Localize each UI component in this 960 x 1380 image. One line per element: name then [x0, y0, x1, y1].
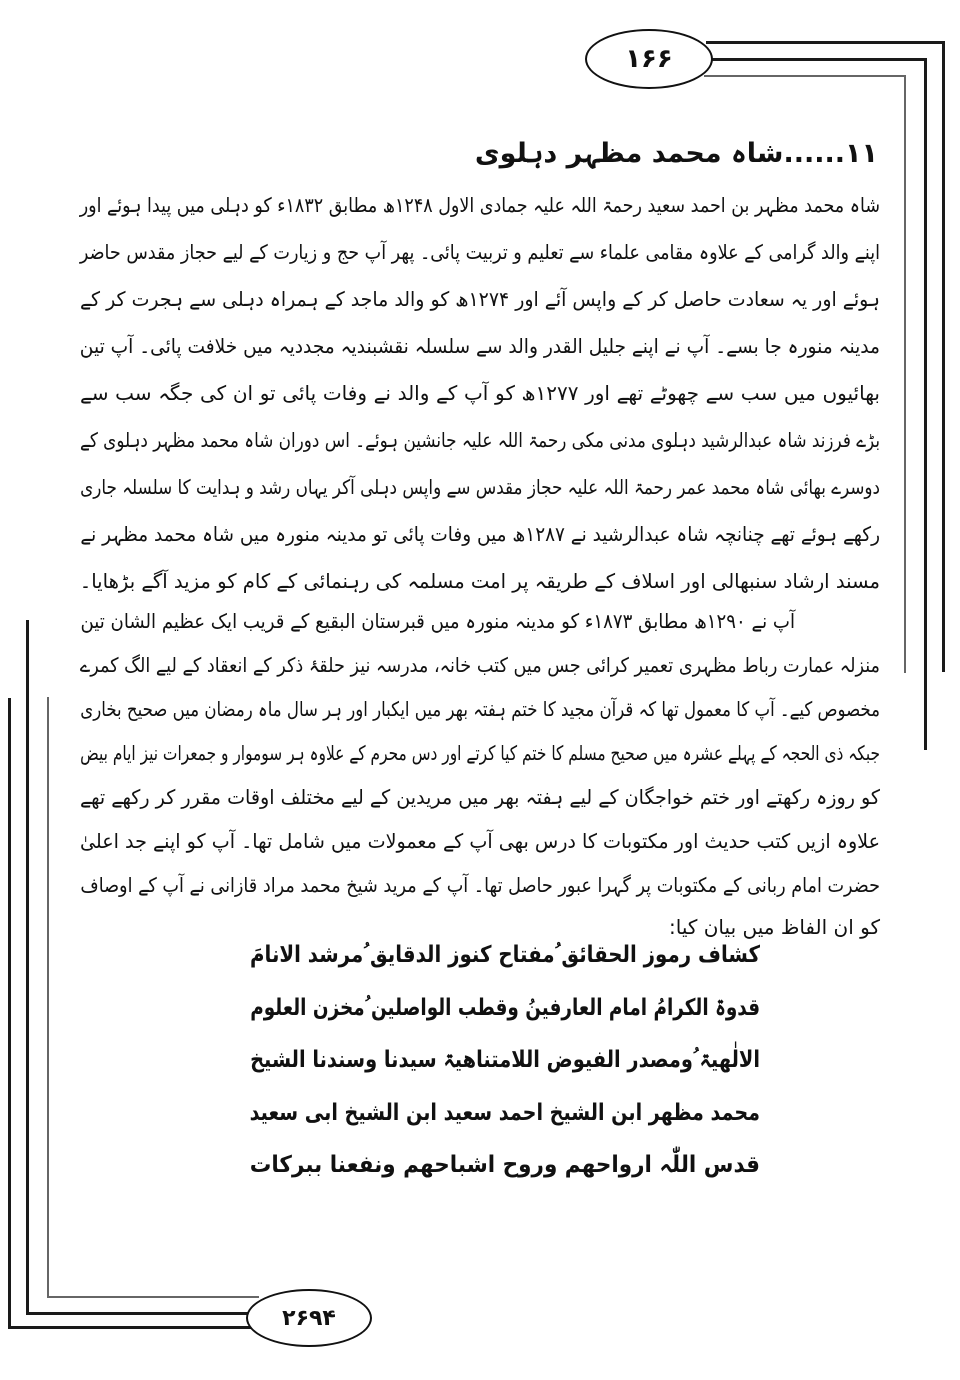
text-line: مسند ارشاد سنبھالی اور اسلاف کے طریقہ پر امت مسلمہ کی رہنمائی کے کام کو مزید آگے بڑھایا۔ — [79, 569, 881, 593]
quote-line: الالٰھیۃ ُومصدر الفیوض اللامتناھیۃ سیدنا وسندنا الشیخ — [250, 1047, 760, 1073]
text-line: حضرت امام ربانی کے مکتوبات پر گہرا عبور حاصل تھا۔ آپ کے مرید شیخ محمد مراد قازانی نے آپ کے اوصاف — [80, 873, 881, 897]
text-line: شاہ محمد مظہر بن احمد سعید رحمۃ اللہ علیہ جمادی الاول ۱۲۴۸ھ مطابق ۱۸۳۲ء کو دہلی میں پیدا ہوئے اور — [79, 193, 880, 217]
frame-left-inner — [47, 697, 49, 1298]
page-number-bottom — [246, 1289, 372, 1347]
text-line: جبکہ ذی الحجہ کے پہلے عشرہ میں صحیح مسلم کا ختم کیا کرتے اور دس محرم کے علاوہ ہر سوموار و جمعرات نیز ایام بیض — [80, 741, 880, 765]
frame-right-outer — [942, 41, 945, 672]
text-line: مدینہ منورہ جا بسے۔ آپ نے اپنے جلیل القدر والد سے سلسلہ نقشبندیہ مجددیہ میں خلافت پائی۔ آپ تین — [79, 334, 880, 358]
quote-line: قدوۃ الکرامُ امام العارفینُ وقطب الواصلین ُمخزن العلوم — [250, 995, 760, 1021]
text-line: اپنے والد گرامی کے علاوہ مقامی علماء سے تعلیم و تربیت پائی۔ پھر آپ حج و زیارت کے لیے حجاز مقدس حاضر — [79, 240, 880, 264]
page-number-top — [585, 29, 713, 89]
page-number-top-text: ۱۶۶ — [625, 44, 673, 74]
text-line: مخصوص کیے۔ آپ کا معمول تھا کہ قرآن مجید کا ختم ہفتہ بھر میں ایکبار اور ہر سال ماہ رمضان میں صحیح بخاری — [80, 697, 881, 721]
frame-right-middle — [924, 58, 927, 750]
frame-top-inner — [704, 75, 906, 77]
section-heading: ۱۱......شاہ محمد مظہر دہلوی — [474, 138, 878, 169]
text-line: دوسرے بھائی شاہ محمد عمر رحمۃ اللہ علیہ حجاز مقدس سے واپس دہلی آکر یہاں رشد و ہدایت کا سلسلہ جاری — [80, 475, 881, 499]
text-line: ہوئے اور یہ سعادت حاصل کر کے واپس آئے اور ۱۲۷۴ھ کو والد ماجد کے ہمراہ دہلی سے ہجرت کر کے — [79, 287, 880, 311]
frame-left-middle — [26, 620, 29, 1315]
frame-top-outer — [706, 41, 945, 44]
text-line: علاوہ ازیں کتب حدیث اور مکتوبات کا درس بھی آپ کے معمولات میں شامل تھا۔ آپ کو اپنے جد اعلیٰ — [79, 829, 880, 853]
quote-line: کشاف رموز الحقائق ُمفتاح کنوز الدقایق ُمرشد الانامَ — [250, 942, 760, 968]
text-line: بھائیوں میں سب سے چھوٹے تھے اور ۱۲۷۷ھ کو آپ کے والد نے وفات پائی تو ان کی جگہ سب سے — [80, 381, 880, 405]
frame-top-middle — [712, 58, 927, 61]
frame-bottom-inner — [47, 1296, 259, 1298]
frame-bottom-middle — [26, 1312, 248, 1315]
text-line: منزلہ عمارت رباط مظہری تعمیر کرائی جس میں کتب خانہ، مدرسہ نیز حلقۂ ذکر کے انعقاد کے لیے الگ کمرے — [79, 653, 880, 677]
page-number-bottom-text: ۲۶۹۴ — [282, 1305, 336, 1331]
frame-bottom-outer — [8, 1326, 256, 1329]
frame-right-inner — [904, 75, 906, 673]
quote-line: قدس اللّٰہ ارواحھم وروح اشباحھم ونفعنا ببرکات — [249, 1152, 761, 1178]
text-line: آپ نے ۱۲۹۰ھ مطابق ۱۸۷۳ء کو مدینہ منورہ میں قبرستان البقیع کے قریب ایک عظیم الشان تین — [80, 609, 795, 633]
quote-line: محمد مظھر ابن الشیخ احمد سعید ابن الشیخ ابی سعید — [249, 1100, 761, 1126]
text-line: بڑے فرزند شاہ عبدالرشید دہلوی مدنی مکی رحمۃ اللہ علیہ جانشین ہوئے۔ اس دوران شاہ محمد مظہر دہلوی کے — [79, 428, 880, 452]
text-line: رکھے ہوئے تھے چنانچہ شاہ عبدالرشید نے ۱۲۸۷ھ میں وفات پائی تو مدینہ منورہ میں شاہ محمد مظہر نے — [80, 522, 880, 546]
text-line: کو روزہ رکھتے اور ختم خواجگان کے لیے ہفتہ بھر میں مریدین کے لیے مختلف اوقات مقرر کر رکھے تھے — [79, 785, 881, 809]
frame-left-outer — [8, 698, 11, 1329]
text-line: کو ان الفاظ میں بیان کیا: — [669, 915, 880, 939]
